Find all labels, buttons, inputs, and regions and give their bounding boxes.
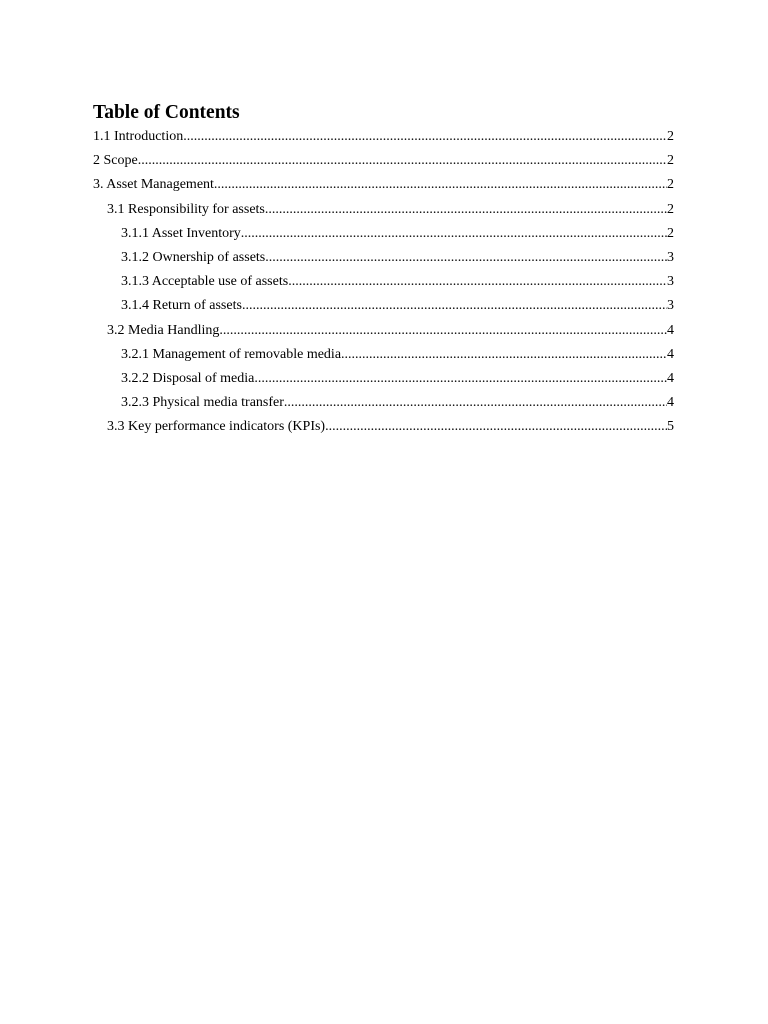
toc-entry-physical-media-transfer[interactable] (93, 391, 674, 415)
toc-entry-scope[interactable] (93, 149, 674, 173)
toc-dot-leader (219, 319, 667, 343)
toc-page-number: 2 (667, 225, 674, 241)
toc-page-number: 2 (667, 177, 674, 193)
toc-dot-leader (265, 246, 667, 270)
toc-entry-label: 3.1 Responsibility for assets (107, 201, 265, 217)
toc-page-number: 3 (667, 274, 674, 290)
toc-dot-leader (214, 173, 667, 197)
toc-entry-label: 3.2.1 Management of removable media (121, 346, 342, 362)
toc-dot-leader (265, 198, 667, 222)
toc-page-number: 4 (667, 395, 674, 411)
table-of-contents (93, 101, 674, 439)
toc-entry-key-performance-indicators[interactable] (93, 415, 674, 439)
toc-dot-leader (183, 125, 667, 149)
toc-entry-disposal-of-media[interactable] (93, 367, 674, 391)
toc-entry-ownership-of-assets[interactable] (93, 246, 674, 270)
toc-page-number: 2 (667, 129, 674, 144)
toc-dot-leader (288, 270, 667, 294)
toc-entry-label: 3.3 Key performance indicators (KPIs) (107, 419, 326, 435)
toc-dot-leader (284, 391, 667, 415)
toc-page-number: 3 (667, 249, 674, 265)
toc-dot-leader (254, 367, 667, 391)
toc-page-number: 2 (667, 153, 674, 169)
toc-entry-label: 3.1.4 Return of assets (121, 298, 242, 314)
toc-entry-label: 1.1 Introduction (93, 129, 184, 144)
toc-dot-leader (241, 222, 667, 246)
toc-entry-asset-inventory[interactable] (93, 222, 674, 246)
toc-page-number: 3 (667, 298, 674, 314)
toc-dot-leader (341, 343, 667, 367)
toc-dot-leader (325, 415, 667, 439)
toc-page-number: 4 (667, 322, 674, 338)
toc-entry-label: 3.2.3 Physical media transfer (121, 395, 284, 411)
toc-entry-label: 3.1.1 Asset Inventory (121, 225, 241, 241)
toc-title: Table of Contents (93, 102, 240, 123)
toc-entry-asset-management[interactable] (93, 173, 674, 197)
toc-entry-responsibility-for-assets[interactable] (93, 198, 674, 222)
toc-page-number: 5 (667, 419, 674, 435)
toc-entry-label: 3.1.2 Ownership of assets (121, 249, 266, 265)
toc-page-number: 4 (667, 370, 674, 386)
toc-entry-return-of-assets[interactable] (93, 294, 674, 318)
toc-list (93, 125, 674, 439)
toc-entry-introduction[interactable] (93, 125, 674, 149)
toc-entry-management-of-removable-media[interactable] (93, 343, 674, 367)
toc-dot-leader (242, 294, 667, 318)
toc-dot-leader (138, 149, 667, 173)
toc-entry-label: 3.2 Media Handling (107, 322, 220, 338)
toc-entry-label: 3.1.3 Acceptable use of assets (121, 274, 289, 290)
toc-entry-label: 3. Asset Management (93, 177, 214, 193)
toc-entry-label: 3.2.2 Disposal of media (121, 370, 255, 386)
toc-page-number: 2 (667, 201, 674, 217)
toc-entry-media-handling[interactable] (93, 319, 674, 343)
toc-page-number: 4 (667, 346, 674, 362)
toc-entry-label: 2 Scope (93, 153, 138, 169)
toc-entry-acceptable-use-of-assets[interactable] (93, 270, 674, 294)
